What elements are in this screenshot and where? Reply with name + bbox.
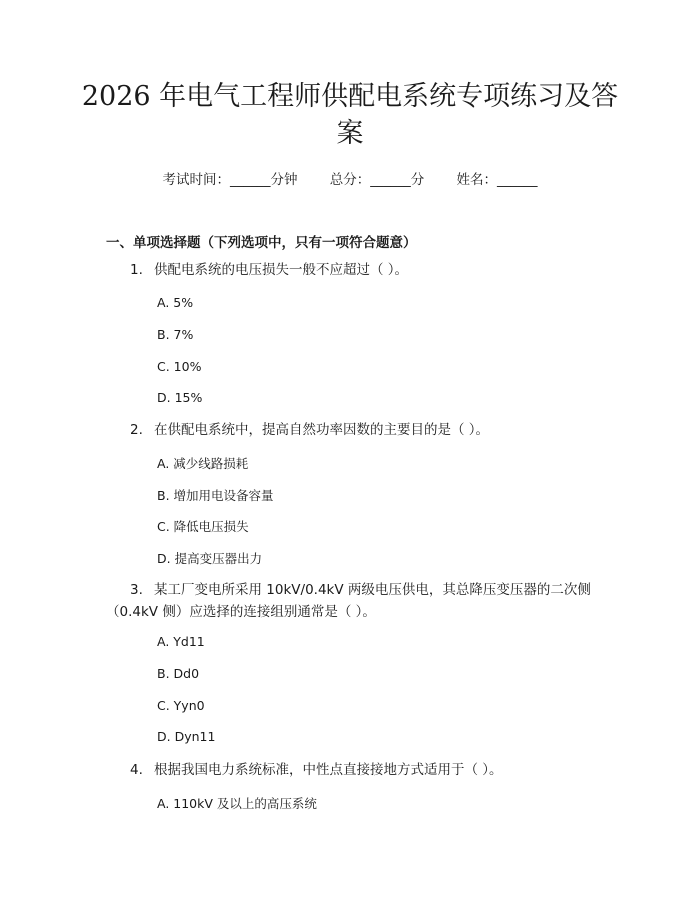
title-line-1: 2026 年电气工程师供配电系统专项练习及答 [81,81,619,112]
q2-option-a[interactable]: A. 减少线路损耗 [157,456,249,471]
question-text-line-2: （0.4kV 侧）应选择的连接组别通常是（ ）。 [106,604,376,620]
question-number: 3. [130,582,143,598]
q3-option-a[interactable]: A. Yd11 [157,634,205,649]
total-score-field: 总分：______分 [329,172,425,188]
question-4 [106,759,606,781]
question-number: 1. [130,262,143,278]
question-text: 根据我国电力系统标准，中性点直接接地方式适用于（ ）。 [154,762,503,778]
question-1 [106,259,606,281]
q2-option-d[interactable]: D. 提高变压器出力 [157,551,263,566]
question-number: 4. [130,762,143,778]
q3-option-d[interactable]: D. Dyn11 [157,729,216,744]
q1-option-a[interactable]: A. 5% [157,295,194,310]
q3-option-c[interactable]: C. Yyn0 [157,698,205,713]
question-2 [106,419,606,441]
q1-option-d[interactable]: D. 15% [157,390,203,405]
exam-meta [0,168,700,188]
question-3 [106,579,606,623]
exam-time-field: 考试时间：______分钟 [162,172,298,188]
question-text: 供配电系统的电压损失一般不应超过（ ）。 [154,262,409,278]
title-line-2: 案 [336,118,364,149]
q2-option-c[interactable]: C. 降低电压损失 [157,519,249,534]
q1-option-b[interactable]: B. 7% [157,327,194,342]
question-number: 2. [130,422,143,438]
q3-option-b[interactable]: B. Dd0 [157,666,200,681]
question-text-line-1: 某工厂变电所采用 10kV/0.4kV 两级电压供电，其总降压变压器的二次侧 [154,582,591,598]
page-title [70,78,630,152]
q2-option-b[interactable]: B. 增加用电设备容量 [157,488,274,503]
q4-option-a[interactable]: A. 110kV 及以上的高压系统 [157,796,317,811]
question-text: 在供配电系统中，提高自然功率因数的主要目的是（ ）。 [154,422,490,438]
name-field: 姓名：______ [456,172,538,188]
section-heading: 一、单项选择题（下列选项中，只有一项符合题意） [106,235,417,251]
q1-option-c[interactable]: C. 10% [157,359,202,374]
